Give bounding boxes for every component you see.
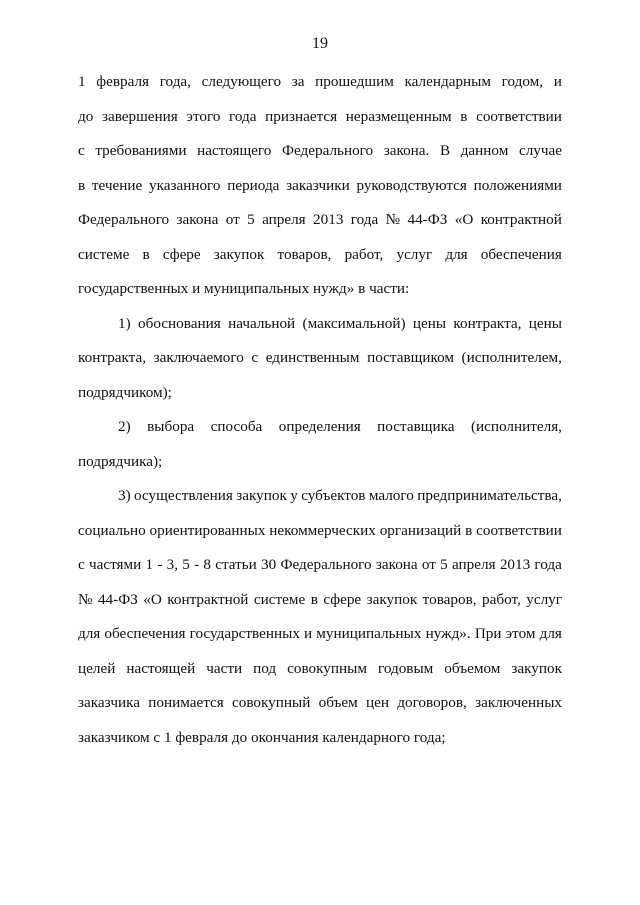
paragraph [78, 72, 562, 314]
text-line: государственных и муниципальных нужд» в части: [78, 280, 410, 297]
text-line: 2) выбора способа определения поставщика (исполнителя, [118, 418, 562, 435]
text-line: в течение указанного периода заказчики руководствуются положениями [78, 176, 562, 194]
page-number: 19 [312, 35, 328, 52]
text-line: Федерального закона от 5 апреля 2013 года № 44-ФЗ «О контрактной [78, 211, 562, 228]
text-line: с частями 1 - 3, 5 - 8 статьи 30 Федерального закона от 5 апреля 2013 года [78, 556, 562, 573]
text-line: социально ориентированных некоммерческих организаций в соответствии [78, 521, 562, 539]
text-line: системе в сфере закупок товаров, работ, услуг для обеспечения [78, 245, 562, 263]
text-line: целей настоящей части под совокупным годовым объемом закупок [78, 659, 562, 677]
text-line: контракта, заключаемого с единственным поставщиком (исполнителем, [78, 349, 562, 366]
text-line: заказчиком с 1 февраля до окончания календарного года; [78, 728, 446, 746]
text-line: 1 февраля года, следующего за прошедшим календарным годом, и [78, 73, 562, 90]
document-body [78, 72, 562, 762]
paragraph [78, 417, 562, 486]
paragraph [78, 314, 562, 418]
text-line: с требованиями настоящего Федерального закона. В данном случае [78, 142, 562, 159]
paragraph [78, 486, 562, 762]
text-line: подрядчиком); [78, 383, 172, 401]
text-line: до завершения этого года признается неразмещенным в соответствии [78, 107, 562, 125]
text-line: для обеспечения государственных и муниципальных нужд». При этом для [78, 625, 562, 642]
text-line: 1) обоснования начальной (максимальной) цены контракта, цены [118, 314, 562, 332]
text-line: заказчика понимается совокупный объем цен договоров, заключенных [78, 694, 562, 711]
text-line: подрядчика); [78, 452, 163, 470]
text-line: № 44-ФЗ «О контрактной системе в сфере закупок товаров, работ, услуг [78, 590, 562, 608]
text-line: 3) осуществления закупок у субъектов малого предпринимательства, [118, 487, 562, 504]
